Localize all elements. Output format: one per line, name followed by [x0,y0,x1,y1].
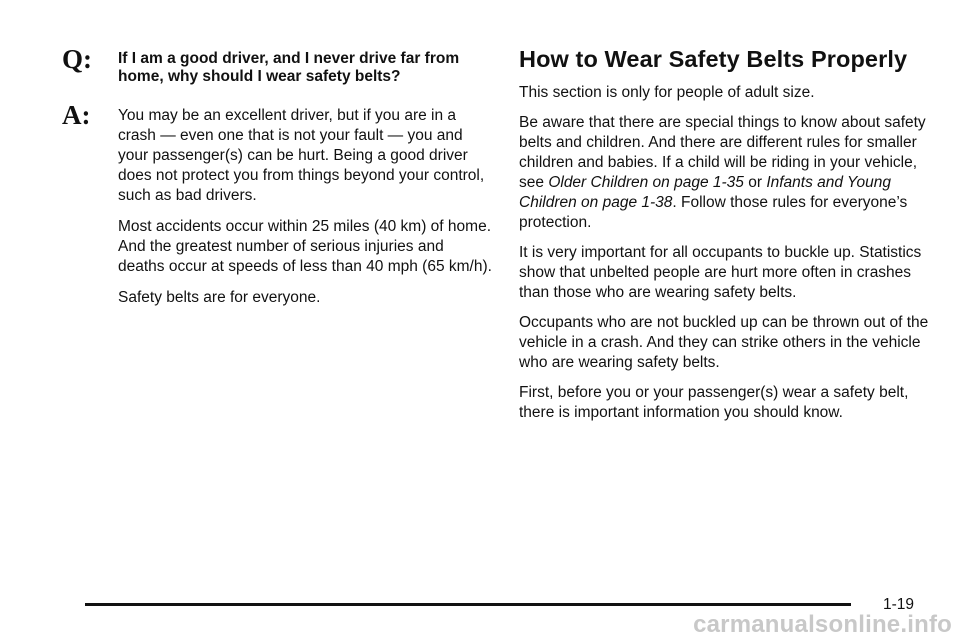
infants-reference-link[interactable]: Infants and Young Children on page 1-38 [519,174,892,211]
question-text: If I am a good driver, and I never drive far from home, why should I wear safety belts? [118,50,460,85]
answer-paragraph-2: Most accidents occur within 25 miles (40 km) of home. And the greatest number of serious injuries and deaths occur at speeds of less than 40 mph (65 km/h). [118,218,492,275]
paragraph-2-text-a: Be aware that there are special things to know about safety belts and children. And there are different rules for smaller children and babies. If a child will be riding in your vehicle, see [519,114,926,191]
question-block [62,44,494,86]
section-paragraph-2 [519,113,934,233]
older-children-reference-link[interactable]: Older Children on page 1-35 [548,174,744,191]
section-paragraph-4: Occupants who are not buckled up can be thrown out of the vehicle in a crash. And they can strike others in the vehicle who are wearing safety belts. [519,314,929,371]
left-column [62,44,494,319]
answer-paragraph-3: Safety belts are for everyone. [118,289,321,306]
footer-rule [85,603,851,606]
section-heading: How to Wear Safety Belts Properly [519,46,908,72]
paragraph-2-text-c: . Follow those rules for everyone’s protection. [519,194,908,231]
section-paragraph-3: It is very important for all occupants to buckle up. Statistics show that unbelted people are hurt more often in crashes than those who are wearing safety belts. [519,244,922,301]
right-column [519,45,934,433]
paragraph-2-text-b: or [743,174,767,191]
section-paragraph-5: First, before you or your passenger(s) wear a safety belt, there is important information you should know. [519,384,909,421]
watermark: carmanualsonline.info [693,611,952,638]
answer-paragraph-1: You may be an excellent driver, but if you are in a crash — even one that is not your fault — you and your passenger(s) can be hurt. Being a good driver does not protect you from things beyond your control, such as bad drivers. [118,107,485,204]
answer-block [62,100,494,308]
section-paragraph-1: This section is only for people of adult size. [519,84,815,101]
answer-label: A: [62,100,91,130]
page-number: 1-19 [883,596,915,613]
question-label: Q: [62,44,92,74]
